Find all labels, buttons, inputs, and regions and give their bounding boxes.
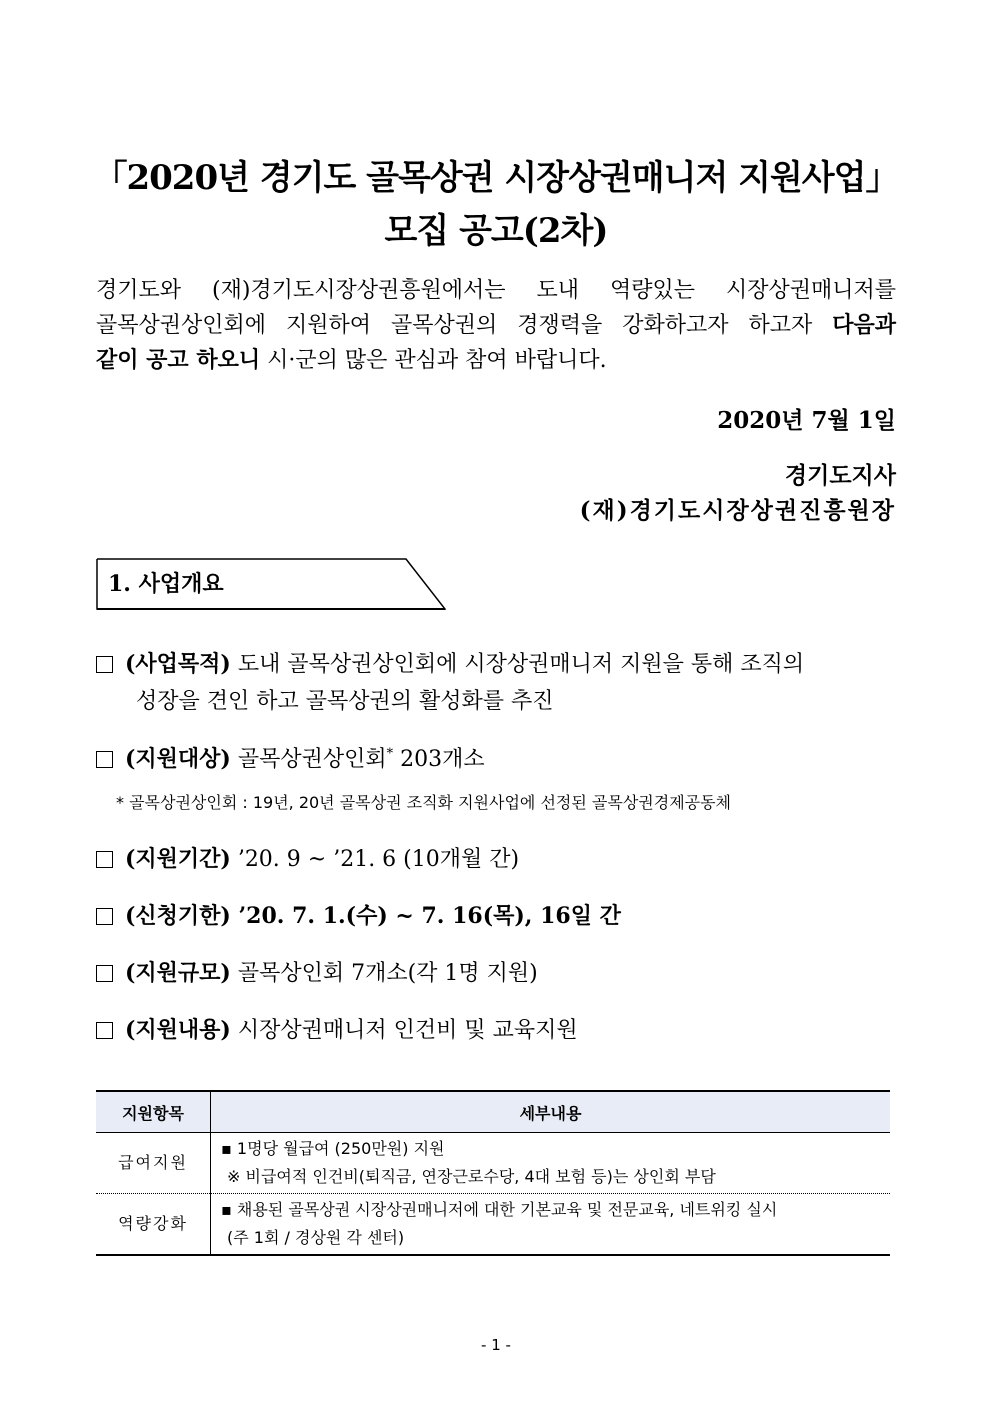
support-table bbox=[96, 1090, 890, 1256]
document-title-line2: 모집 공고(2차) bbox=[384, 211, 608, 251]
detail-line: ▪ 채용된 골목상권 시장상권매니저에 대한 기본교육 및 전문교육, 네트위킹 실시 bbox=[221, 1200, 778, 1219]
table-header-detail: 세부내용 bbox=[211, 1091, 891, 1133]
item-target-text: 골목상권상인회 bbox=[230, 747, 387, 772]
intro-line2-bold: 다음과 bbox=[832, 312, 896, 338]
detail-line: ▪ 1명당 월급여 (250만원) 지원 bbox=[221, 1139, 445, 1158]
table-cell-item: 급여지원 bbox=[96, 1133, 211, 1194]
item-target-head: (지원대상) bbox=[125, 746, 231, 772]
detail-line: ※ 비급여적 인건비(퇴직금, 연장근로수당, 4대 보험 등)는 상인회 부담 bbox=[227, 1167, 716, 1186]
item-purpose-head: (사업목적) bbox=[125, 651, 231, 677]
footnote: * 골목상권상인회 : 19년, 20년 골목상권 조직화 지원사업에 선정된 골목상권경제공동체 bbox=[116, 793, 732, 812]
table-header-row bbox=[96, 1091, 890, 1133]
table-cell-item: 역량강화 bbox=[96, 1194, 211, 1256]
checkbox-icon bbox=[96, 851, 113, 868]
item-scale-text: 골목상인회 7개소(각 1명 지원) bbox=[230, 961, 538, 986]
item-deadline bbox=[96, 899, 621, 930]
checkbox-icon bbox=[96, 751, 113, 768]
item-content-text: 시장상권매니저 인건비 및 교육지원 bbox=[230, 1018, 578, 1043]
intro-line3-bold: 같이 공고 하오니 bbox=[96, 347, 261, 373]
item-period bbox=[96, 842, 519, 873]
intro-line3 bbox=[96, 343, 896, 378]
section-heading-box bbox=[96, 558, 446, 610]
checkbox-icon bbox=[96, 908, 113, 925]
checkbox-icon bbox=[96, 1022, 113, 1039]
table-header-item: 지원항목 bbox=[96, 1091, 211, 1133]
section-heading-label: 1. 사업개요 bbox=[108, 571, 224, 597]
item-purpose-cont: 성장을 견인 하고 골목상권의 활성화를 추진 bbox=[136, 689, 554, 714]
page-number: - 1 - bbox=[481, 1336, 511, 1354]
item-period-text: ’20. 9 ~ ’21. 6 (10개월 간) bbox=[230, 847, 520, 872]
table-row bbox=[96, 1133, 890, 1194]
intro-line2 bbox=[96, 308, 896, 343]
item-content bbox=[96, 1013, 578, 1044]
item-target bbox=[96, 742, 485, 773]
table-row bbox=[96, 1194, 890, 1256]
document-title-line1: 「2020년 경기도 골목상권 시장상권매니저 지원사업」 bbox=[93, 158, 899, 198]
item-content-head: (지원내용) bbox=[125, 1017, 231, 1043]
issuer-governor: 경기도지사 bbox=[784, 462, 896, 489]
item-deadline-text: ’20. 7. 1.(수) ~ 7. 16(목), 16일 간 bbox=[230, 903, 621, 929]
item-purpose-text: 도내 골목상권상인회에 시장상권매니저 지원을 통해 조직의 bbox=[230, 652, 805, 677]
checkbox-icon bbox=[96, 656, 113, 673]
detail-line: (주 1회 / 경상원 각 센터) bbox=[227, 1228, 405, 1247]
intro-line1: 경기도와 (재)경기도시장상권흥원에서는 도내 역량있는 시장상권매니저를 bbox=[96, 278, 896, 303]
item-target-footnote-mark: * bbox=[386, 746, 394, 762]
issuer-agency: (재)경기도시장상권진흥원장 bbox=[579, 497, 896, 524]
item-scale-head: (지원규모) bbox=[125, 960, 231, 986]
item-period-head: (지원기간) bbox=[125, 846, 231, 872]
table-cell-detail bbox=[211, 1194, 891, 1256]
intro-line2-text: 골목상권상인회에 지원하여 골목상권의 경쟁력을 강화하고자 하고자 bbox=[96, 313, 833, 338]
announce-date: 2020년 7월 1일 bbox=[717, 407, 896, 434]
item-deadline-head: (신청기한) bbox=[125, 903, 231, 929]
table-cell-detail bbox=[211, 1133, 891, 1194]
item-purpose bbox=[96, 647, 804, 678]
intro-line3-text: 시·군의 많은 관심과 참여 바랍니다. bbox=[260, 348, 607, 373]
checkbox-icon bbox=[96, 965, 113, 982]
item-target-count: 203개소 bbox=[393, 747, 485, 772]
item-scale bbox=[96, 956, 538, 987]
